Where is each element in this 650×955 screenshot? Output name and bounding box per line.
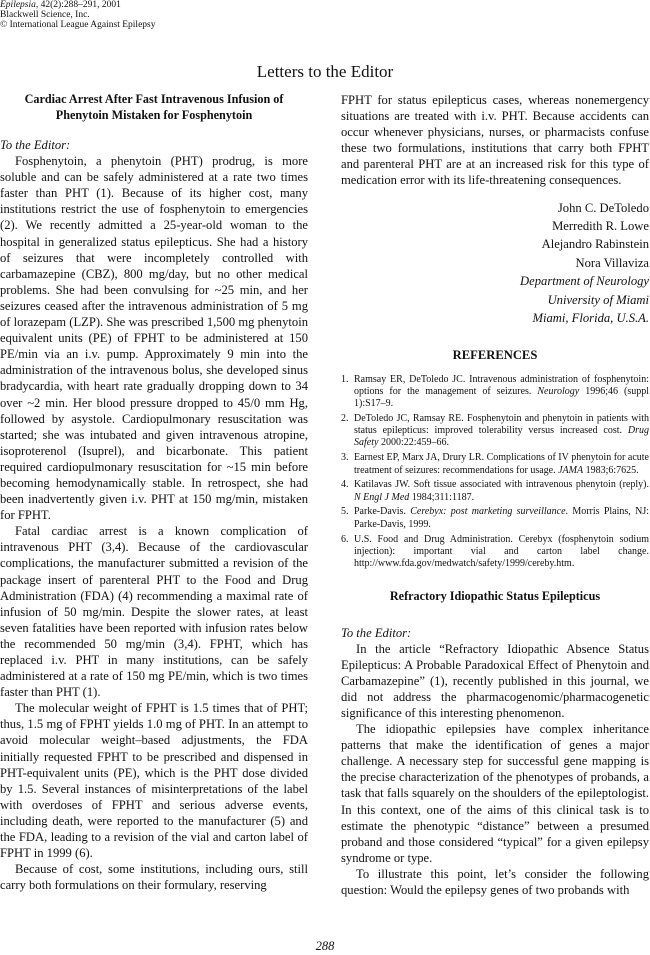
article1-paragraph: Because of cost, some institutions, including ours, still carry both formulations on their formulary, reserving (0, 862, 308, 893)
reference-number: 3. (341, 452, 349, 464)
article2-paragraph: The idiopathic epilepsies have complex inheritance patterns that make the identification of genes a major challenge. A necessary step for successful gene mapping is the precise characterization of the phenotypes of probands, a task that falls squarely on the shoulders of the epileptologist. In this context, one of the aims of this clinical task is to estimate the phenotypic “distance” between a presumed proband and those considered “typical” for a given epilepsy syndrome or type. (341, 722, 649, 865)
publisher: Blackwell Science, Inc. (0, 10, 90, 20)
signature-block (341, 199, 649, 328)
section-title: Letters to the Editor (256, 62, 394, 81)
author-name: Merredith R. Lowe (552, 218, 649, 233)
author-name: Alejandro Rabinstein (541, 237, 649, 252)
affiliation-line: University of Miami (547, 292, 649, 307)
reference-journal: Drug Safety (354, 425, 649, 449)
affiliation-line: Department of Neurology (520, 274, 649, 289)
reference-item (341, 534, 649, 571)
reference-details: . Morris Plains, NJ: Parke-Davis, 1999. (354, 506, 649, 530)
article2-paragraph: In the article “Refractory Idiopathic Absence Status Epilepticus: A Probable Paradoxical Effect of Phenytoin and Carbamazepine” (1), recently published in this journal, we did not address the pharmacogenomic/pharmacogenetic significance of this interesting phenomenon. (341, 641, 649, 721)
reference-item (341, 374, 649, 411)
left-column (0, 92, 308, 893)
reference-text: U.S. Food and Drug Administration. Cerebyx (fosphenytoin sodium injection): important vial and carton label change. http://www.fda.gov/medwatch/safety/1999/cereby.htm. (354, 533, 649, 570)
reference-details: 1983;6:7625. (583, 464, 639, 476)
article1-title: Cardiac Arrest After Fast Intravenous Infusion of Phenytoin Mistaken for Fosphenytoin (24, 92, 284, 122)
reference-details: 1984;311:1187. (409, 491, 475, 503)
article1-paragraph: Fatal cardiac arrest is a known complication of intravenous PHT (3,4). Because of the cardiovascular complications, the manufacturer submitted a revision of the package insert of parenteral PHT to the Food and Drug Administration (FDA) (4) recommending a maximal rate of infusion of 50 mg/min. Despite the slower rates, at least seven fatalities have been reported with infusion rates below the recommended 50 mg/min (3,4). FPHT, which has replaced i.v. PHT in many institutions, can be safely administered at a rate of 150 mg PE/min, which is two times faster than PHT (1). (0, 524, 308, 700)
reference-number: 2. (341, 412, 349, 424)
article1-paragraph: Fosphenytoin, a phenytoin (PHT) prodrug, is more soluble and can be safely administered at a rate two times faster than PHT (1). Because of its higher cost, many institutions restrict the use of fosphenytoin to emergencies (2). We recently admitted a 25-year-old woman to the hospital in generalized status epilepticus. She had a history of seizures that were incompletely controlled with carbamazepine (CBZ), 800 mg/day, but no other medical problems. She had been convulsing for ~25 min, and her seizures ceased after the intravenous administration of 5 mg of lorazepam (LZP). She was prescribed 1,500 mg phenytoin equivalent units (PE) of FPHT to be administered at 150 PE/min via an i.v. pump. Approximately 9 min into the administration of the intravenous bolus, she developed sinus bradycardia, with heart rate gradually dropping down to 34 over ~2 min. Her blood pressure dropped to 45/0 mm Hg, followed by asystole. Cardiopulmonary resuscitation was started; she was intubated and given intravenous atropine, isoproterenol (Isuprel), and bicarbonate. This patient required cardiopulmonary resuscitation for ~15 min before becoming hemodynamically stable. In retrospect, she had been inadvertently given i.v. PHT at 150 mg/min, mistaken for FPHT. (0, 154, 308, 523)
reference-text: Parke-Davis. (354, 506, 411, 518)
article1-paragraph: The molecular weight of FPHT is 1.5 times that of PHT; thus, 1.5 mg of FPHT yields 1.0 mg of PHT. In an attempt to avoid molecular weight–based adjustments, the FDA initially requested FPHT to be prescribed and dispensed in PHT-equivalent units (PE), which is the PHT dose divided by 1.5. Several instances of misinterpretations of the label with overdoses of FPHT and serious adverse events, including death, were reported to the manufacturer (5) and the FDA, leading to a revision of the vial and carton label of FPHT in 1999 (6). (0, 701, 308, 861)
reference-item (341, 413, 649, 450)
reference-number: 6. (341, 533, 349, 545)
reference-details: 1996;46 (suppl 1):S17–9. (354, 385, 650, 410)
article2-paragraph: To illustrate this point, let’s consider the following question: Would the epilepsy genes of two probands with (341, 866, 649, 898)
reference-details: 2000:22:459–66. (378, 437, 449, 449)
reference-journal: Cerebyx: post marketing surveillance (410, 506, 566, 518)
page-number: 288 (315, 939, 335, 953)
journal-name: Epilepsia, (0, 0, 39, 10)
copyright: © International League Against Epilepsy (0, 20, 156, 30)
reference-list (341, 374, 649, 571)
article1-continuation: FPHT for status epilepticus cases, whereas nonemergency situations are treated with i.v. PHT. Because accidents can occur whenever physicians, nurses, or pharmacists confuse these two formulations, institutions that carry both FPHT and parenteral PHT are at an increased risk for this type of medication error with its life-threatening consequences. (341, 93, 649, 188)
author-name: Nora Villaviza (575, 255, 649, 270)
reference-item (341, 452, 649, 477)
reference-journal: Neurology (537, 385, 580, 397)
reference-number: 1. (341, 373, 349, 385)
article2-salutation: To the Editor: (341, 625, 412, 640)
reference-text: DeToledo JC, Ramsay RE. Fosphenytoin and phenytoin in patients with status epilepticus: improved tolerability versus increased cost. (354, 412, 649, 437)
author-name: John C. DeToledo (557, 200, 649, 215)
references-title: REFERENCES (452, 348, 538, 363)
reference-text: Earnest EP, Marx JA, Drury LR. Complications of IV phenytoin for acute treatment of seizures: recommendations for usage. (354, 452, 649, 476)
reference-text: Ramsay ER, DeToledo JC. Intravenous administration of fosphenytoin: options for the management of seizures. (354, 373, 649, 397)
right-column (341, 92, 649, 898)
journal-header (0, 0, 155, 30)
reference-item (341, 506, 649, 531)
affiliation-line: Miami, Florida, U.S.A. (532, 311, 649, 325)
reference-journal: N Engl J Med (354, 491, 410, 503)
reference-number: 5. (341, 506, 349, 518)
reference-number: 4. (341, 479, 349, 491)
reference-item (341, 479, 649, 504)
reference-journal: JAMA (558, 464, 584, 476)
volume-info: 42(2):288–291, 2001 (40, 0, 121, 10)
reference-text: Katilavas JW. Soft tissue associated with intravenous phenytoin (reply). (354, 479, 649, 491)
article1-salutation: To the Editor: (0, 138, 71, 152)
article2-title: Refractory Idiopathic Status Epilepticus (389, 589, 601, 604)
